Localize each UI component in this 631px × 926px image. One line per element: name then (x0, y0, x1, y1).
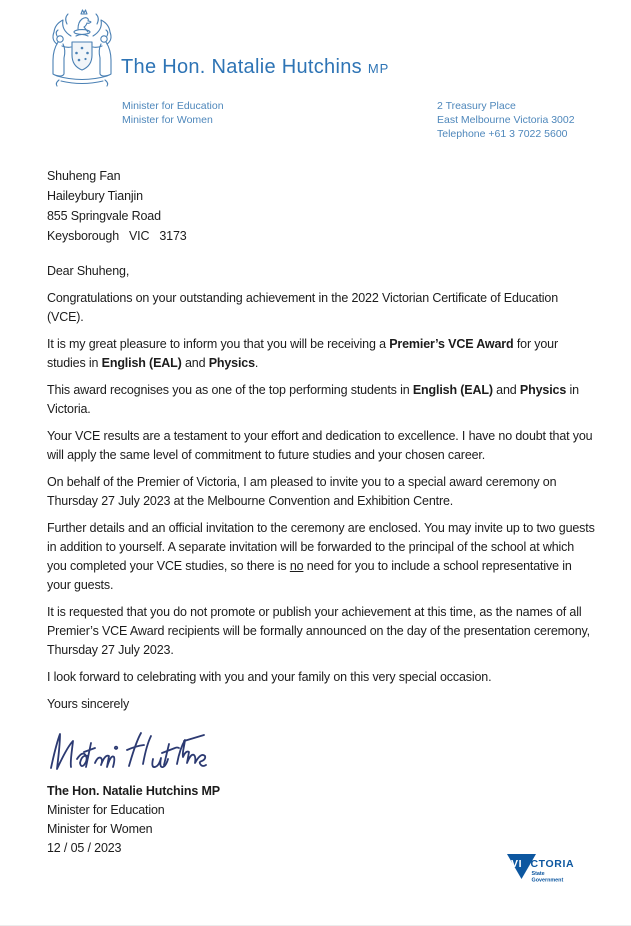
letter-paragraph: This award recognises you as one of the top performing students in English (EAL) and Physics in Victoria. (47, 383, 579, 416)
recipient-suburb: Keysborough VIC 3173 (47, 229, 187, 243)
salutation: Dear Shuheng, (47, 264, 130, 278)
recipient-address-block (47, 166, 597, 246)
contact-phone: Telephone +61 3 7022 5600 (437, 128, 568, 140)
closing: Yours sincerely (47, 697, 130, 711)
contact-address-line: 2 Treasury Place (437, 100, 516, 112)
letter-paragraph: It is my great pleasure to inform you that you will be receiving a Premier’s VCE Award for your studies in English (EAL) and Physics. (47, 337, 558, 370)
sender-title: Minister for Women (47, 822, 153, 836)
sender-name: The Hon. Natalie Hutchins MP (47, 784, 220, 798)
logo-word-right: CTORIA (530, 858, 575, 870)
role-line: Minister for Education (122, 100, 224, 112)
contact-address-line: East Melbourne Victoria 3002 (437, 114, 575, 126)
recipient-school: Haileybury Tianjin (47, 189, 143, 203)
victoria-state-government-logo (506, 852, 586, 898)
letter-body (47, 166, 597, 858)
letter-paragraph: Further details and an official invitation to the ceremony are enclosed. You may invite up to two guests in addition to yourself. A separate invitation will be forwarded to the principal of the school at which you completed your VCE studies, so there is no need for you to include a school representative in your guests. (47, 521, 595, 592)
letterhead-name (121, 56, 389, 79)
letter-paragraph: I look forward to celebrating with you and your family on this very special occasion. (47, 670, 492, 684)
minister-name: The Hon. Natalie Hutchins (121, 56, 362, 78)
sender-title: Minister for Education (47, 803, 165, 817)
logo-sub-government: Government (531, 877, 564, 884)
letter-paragraph: Congratulations on your outstanding achievement in the 2022 Victorian Certificate of Education (VCE). (47, 291, 558, 324)
letter-paragraph: It is requested that you do not promote or publish your achievement at this time, as the names of all Premier’s VCE Award recipients will be formally announced on the day of the presentation ceremony, Thursday 27 July 2023. (47, 605, 591, 657)
recipient-name: Shuheng Fan (47, 169, 121, 183)
post-nominal: MP (367, 61, 390, 76)
letterhead-roles (122, 99, 224, 127)
handwritten-signature (47, 722, 225, 780)
recipient-street: 855 Springvale Road (47, 209, 161, 223)
victoria-coat-of-arms-icon (45, 6, 119, 90)
letterhead-contact (437, 99, 575, 141)
logo-word-left: VI (511, 858, 523, 870)
letter-paragraph: Your VCE results are a testament to your effort and dedication to excellence. I have no doubt that you will apply the same level of commitment to future studies and your chosen career. (47, 429, 593, 462)
signature-block (47, 782, 597, 858)
logo-sub-state: State (531, 871, 545, 877)
letter-date: 12 / 05 / 2023 (47, 841, 122, 855)
role-line: Minister for Women (122, 114, 213, 126)
letter-paragraph: On behalf of the Premier of Victoria, I am pleased to invite you to a special award ceremony on Thursday 27 July 2023 at the Melbourne Convention and Exhibition Centre. (47, 475, 557, 508)
